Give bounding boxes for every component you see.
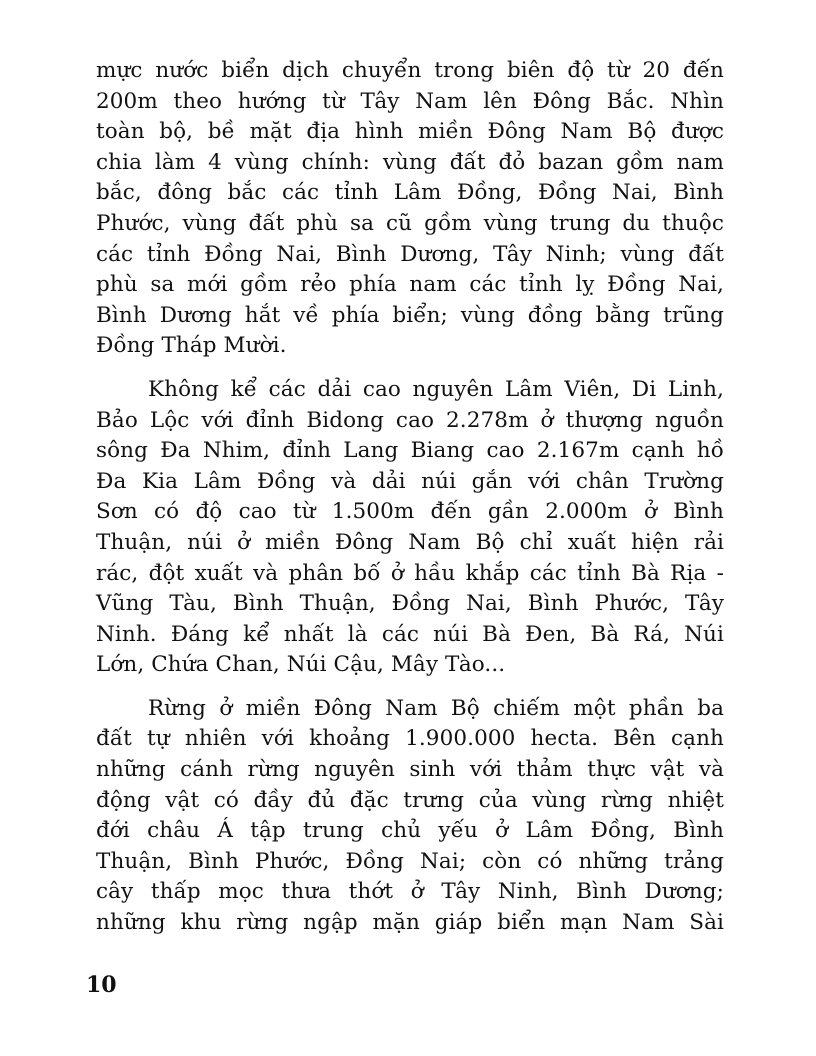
text-line: động vật có đầy đủ đặc trưng của vùng rừng nhiệt — [96, 787, 724, 813]
text-line: đới châu Á tập trung chủ yếu ở Lâm Đồng, Bình — [96, 818, 724, 844]
text-line: Thuận, Bình Phước, Đồng Nai; còn có những trảng — [96, 848, 724, 874]
text-line: Đa Kia Lâm Đồng và dải núi gắn với chân Trường — [96, 468, 724, 494]
text-line: những cánh rừng nguyên sinh với thảm thực vật và — [96, 757, 724, 783]
text-line: 200m theo hướng từ Tây Nam lên Đông Bắc. Nhìn — [96, 88, 724, 114]
text-line: đất tự nhiên với khoảng 1.900.000 hecta. Bên cạnh — [96, 726, 724, 752]
text-line: bắc, đông bắc các tỉnh Lâm Đồng, Đồng Nai, Bình — [96, 180, 724, 206]
paragraph-forests — [96, 694, 724, 939]
text-line: Thuận, núi ở miền Đông Nam Bộ chỉ xuất hiện rải — [96, 529, 724, 555]
text-line: Phước, vùng đất phù sa cũ gồm vùng trung du thuộc — [96, 210, 724, 236]
body-text — [96, 56, 724, 952]
text-line: các tỉnh Đồng Nai, Bình Dương, Tây Ninh; vùng đất — [96, 241, 724, 267]
text-line: Bảo Lộc với đỉnh Bidong cao 2.278m ở thượng nguồn — [96, 407, 724, 433]
text-line: Đồng Tháp Mười. — [96, 333, 287, 359]
text-line: Bình Dương hắt về phía biển; vùng đồng bằng trũng — [96, 302, 724, 328]
text-line: Vũng Tàu, Bình Thuận, Đồng Nai, Bình Phước, Tây — [96, 591, 724, 617]
text-line: Sơn có độ cao từ 1.500m đến gần 2.000m ở Bình — [96, 499, 724, 525]
text-line: phù sa mới gồm rẻo phía nam các tỉnh lỵ Đồng Nai, — [96, 272, 724, 298]
text-line: chia làm 4 vùng chính: vùng đất đỏ bazan gồm nam — [96, 149, 724, 175]
text-line: cây thấp mọc thưa thớt ở Tây Ninh, Bình Dương; — [96, 879, 724, 905]
text-line: những khu rừng ngập mặn giáp biển mạn Nam Sài — [96, 910, 724, 936]
text-line: Ninh. Đáng kể nhất là các núi Bà Đen, Bà Rá, Núi — [96, 621, 724, 647]
text-line: toàn bộ, bề mặt địa hình miền Đông Nam Bộ được — [96, 119, 724, 145]
text-line: mực nước biển dịch chuyển trong biên độ từ 20 đến — [96, 58, 724, 83]
text-line: Lớn, Chứa Chan, Núi Cậu, Mây Tào... — [96, 652, 506, 678]
text-line: Rừng ở miền Đông Nam Bộ chiếm một phần ba — [148, 695, 724, 721]
text-line: sông Đa Nhim, đỉnh Lang Biang cao 2.167m cạnh hồ — [96, 438, 724, 464]
paragraph-terrain — [96, 56, 724, 362]
text-line: Không kể các dải cao nguyên Lâm Viên, Di Linh, — [148, 376, 724, 402]
page-number: 10 — [86, 972, 117, 998]
paragraph-mountains — [96, 375, 724, 681]
text-line: rác, đột xuất và phân bố ở hầu khắp các tỉnh Bà Rịa - — [96, 560, 724, 586]
